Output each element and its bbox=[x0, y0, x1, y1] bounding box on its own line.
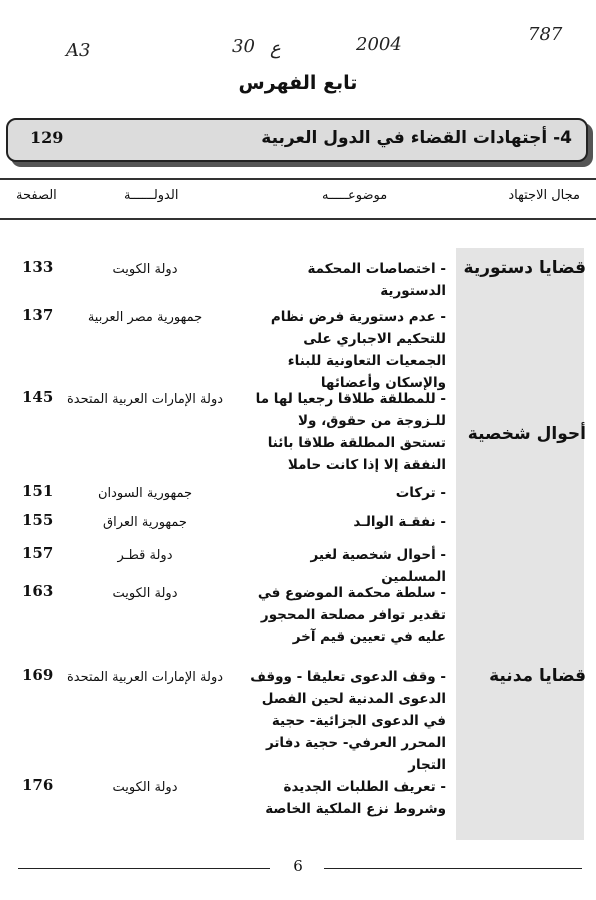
index-row-topic: - للمطلقة طلاقا رجعيا لها ما للـزوجة من حقوق، ولا تستحق المطلقة طلاقا بائنا النفقة إلا إذا كانت حاملا bbox=[255, 391, 446, 473]
handwritten-year: 2004 bbox=[356, 34, 402, 55]
index-row-page: 137 bbox=[22, 306, 54, 324]
column-header-page: الصفحة bbox=[16, 188, 57, 203]
index-row-country: جمهورية السودان bbox=[97, 486, 193, 501]
handwritten-doc-number: 787 bbox=[528, 24, 563, 45]
page-title: تابع الفهرس bbox=[238, 72, 358, 94]
section-page: 129 bbox=[30, 128, 64, 147]
index-row-topic: - عدم دستورية فرض نظام للتحكيم الاجباري على الجمعيات التعاونية للبناء والإسكان وأعضائها bbox=[270, 309, 446, 391]
handwritten-day: 30 bbox=[232, 36, 255, 57]
index-row-topic: - وقف الدعوى تعليقا - ووقف الدعوى المدنية لحين الفصل في الدعوى الجزائية- حجية المحرر العرفي- حجية دفاتر التجار bbox=[250, 669, 446, 773]
section-title: 4- أجتهادات القضاء في الدول العربية bbox=[261, 128, 572, 148]
footer-rule-left bbox=[18, 868, 270, 869]
category-personal-status: أحوال شخصية bbox=[467, 424, 586, 444]
index-row-topic: - تركات bbox=[395, 485, 446, 501]
footer-rule-right bbox=[324, 868, 582, 869]
column-header-country: الدولــــــة bbox=[124, 188, 179, 203]
category-civil: قضايا مدنية bbox=[489, 666, 586, 686]
section-banner bbox=[6, 118, 588, 162]
index-row-country: دولة الكويت bbox=[112, 780, 178, 795]
column-header-field: مجال الاجتهاد bbox=[508, 188, 580, 203]
index-row-page: 176 bbox=[22, 776, 54, 794]
handwritten-mark: ع bbox=[270, 38, 281, 59]
index-row-topic: - اختصاصات المحكمة الدستورية bbox=[307, 261, 446, 299]
handwritten-code: A3 bbox=[66, 40, 91, 61]
index-row-topic: - نفقـة الوالـد bbox=[353, 514, 446, 530]
index-row-page: 157 bbox=[22, 544, 54, 562]
index-row-page: 145 bbox=[22, 388, 54, 406]
index-row-country: دولة الإمارات العربية المتحدة bbox=[66, 670, 224, 685]
index-row-page: 155 bbox=[22, 511, 54, 529]
index-row-country: جمهورية العراق bbox=[103, 515, 187, 530]
page-number: 6 bbox=[293, 857, 303, 875]
index-row-country: دولة الإمارات العربية المتحدة bbox=[66, 392, 224, 407]
index-row-country: دولة الكويت bbox=[112, 262, 178, 277]
index-row-topic: - أحوال شخصية لغير المسلمين bbox=[310, 547, 446, 585]
index-row-page: 133 bbox=[22, 258, 54, 276]
index-row-page: 169 bbox=[22, 666, 54, 684]
column-header-subject: موضوعـــــه bbox=[322, 188, 388, 203]
header-bottom-rule bbox=[0, 218, 596, 220]
index-row-country: جمهورية مصر العربية bbox=[87, 310, 203, 325]
index-row-topic: - تعريف الطلبات الجديدة وشروط نزع الملكية الخاصة bbox=[265, 779, 446, 817]
index-row-page: 151 bbox=[22, 482, 54, 500]
index-row-country: دولة الكويت bbox=[112, 586, 178, 601]
category-constitutional: قضايا دستورية bbox=[463, 258, 586, 278]
index-row-page: 163 bbox=[22, 582, 54, 600]
index-row-country: دولة قطـر bbox=[117, 548, 173, 563]
category-column-shade bbox=[456, 248, 584, 840]
index-row-topic: - سلطة محكمة الموضوع في تقدير توافر مصلحة المحجور عليه في تعيين قيم آخر bbox=[257, 585, 446, 645]
header-top-rule bbox=[0, 178, 596, 180]
